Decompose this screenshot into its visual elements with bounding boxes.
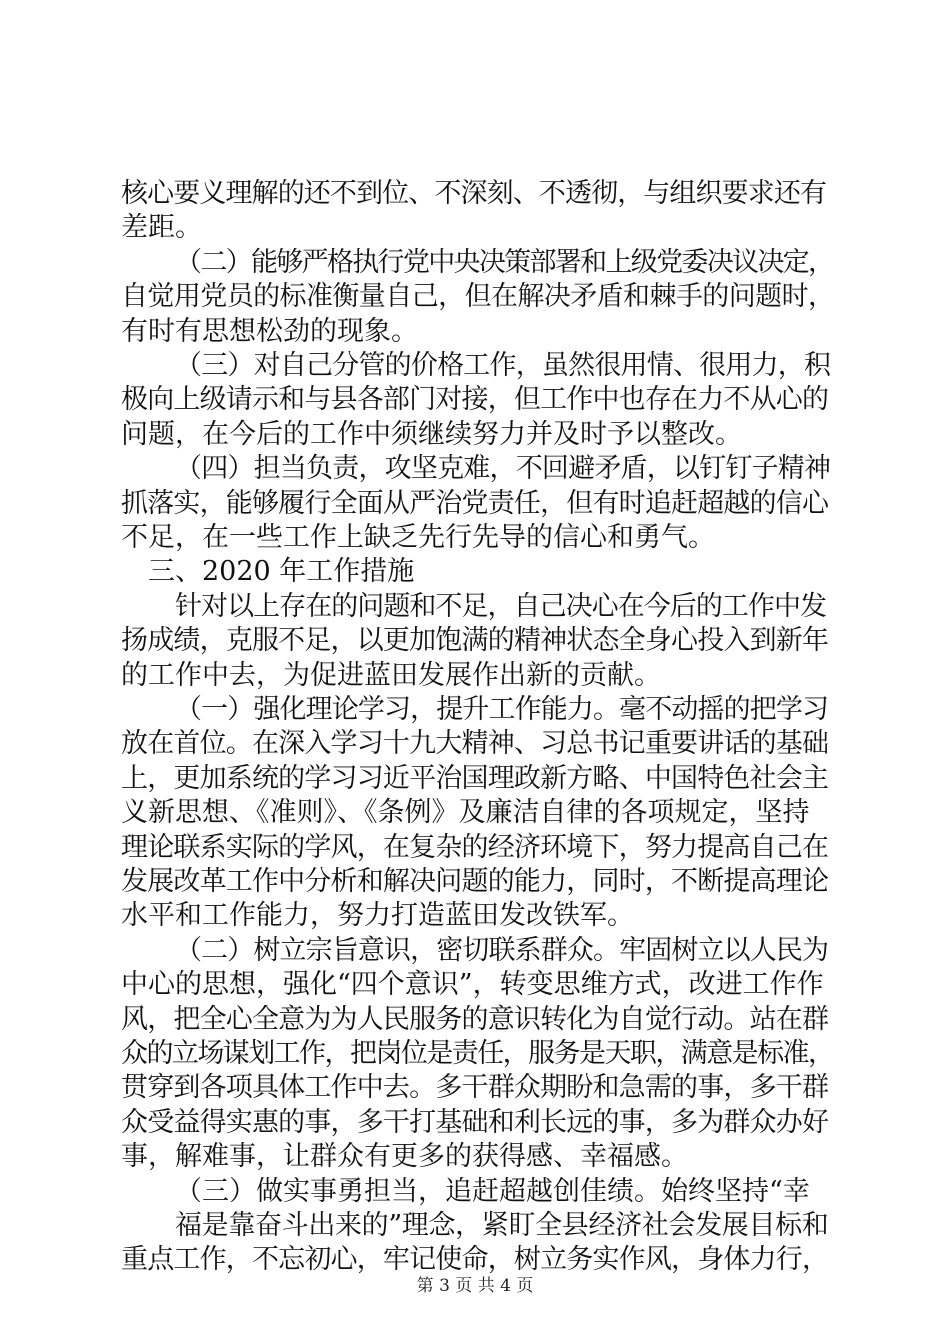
body-text-line: （二）树立宗旨意识，密切联系群众。牢固树立以人民为 <box>175 934 829 966</box>
body-text-line: 针对以上存在的问题和不足，自己决心在今后的工作中发 <box>175 590 827 622</box>
body-text-line: 事，解难事，让群众有更多的获得感、幸福感。 <box>121 1141 688 1173</box>
body-text-line: 中心的思想，强化“四个意识”，转变思维方式，改进工作作 <box>121 969 824 1001</box>
body-text-line: 风，把全心全意为为人民服务的意识转化为自觉行动。站在群 <box>121 1003 829 1035</box>
body-text-line: （三）做实事勇担当，追赶超越创佳绩。始终坚持“幸 <box>175 1175 810 1207</box>
body-text-line: 极向上级请示和与县各部门对接，但工作中也存在力不从心的 <box>121 384 829 416</box>
body-text-line: 义新思想、《准则》、《条例》及廉洁自律的各项规定，坚持 <box>121 797 810 829</box>
body-text-line: 有时有思想松劲的现象。 <box>121 315 418 347</box>
page-number-footer: 第 3 页 共 4 页 <box>416 1276 534 1296</box>
body-text-line: 众受益得实惠的事，多干打基础和利长远的事，多为群众办好 <box>121 1106 829 1138</box>
body-text-line: （四）担当负责，攻坚克难，不回避矛盾，以钉钉子精神 <box>175 453 831 485</box>
body-text-line: （二）能够严格执行党中央决策部署和上级党委决议决定， <box>175 246 834 278</box>
body-text-line: 问题，在今后的工作中须继续努力并及时予以整改。 <box>121 418 742 450</box>
body-text-line: 众的立场谋划工作，把岗位是责任，服务是天职，满意是标准， <box>121 1038 834 1069</box>
body-text-line: 放在首位。在深入学习十九大精神、习总书记重要讲话的基础 <box>121 728 829 760</box>
body-text-line: （三）对自己分管的价格工作，虽然很用情、很用力，积 <box>175 350 831 381</box>
body-text-line: 理论联系实际的学风，在复杂的经济环境下，努力提高自己在 <box>121 831 829 863</box>
body-text-line: 扬成绩，克服不足，以更加饱满的精神状态全身心投入到新年 <box>121 625 829 657</box>
body-text-line: 上，更加系统的学习习近平治国理政新方略、中国特色社会主 <box>121 762 829 794</box>
body-text-line: 发展改革工作中分析和解决问题的能力，同时，不断提高理论 <box>121 866 829 897</box>
body-text-line: 核心要义理解的还不到位、不深刻、不透彻，与组织要求还有 <box>121 178 827 209</box>
body-text-line: 贯穿到各项具体工作中去。多干群众期盼和急需的事，多干群 <box>121 1072 829 1104</box>
body-text-line: 水平和工作能力，努力打造蓝田发改铁军。 <box>121 900 634 932</box>
body-text-line: 抓落实，能够履行全面从严治党责任，但有时追赶超越的信心 <box>121 487 829 519</box>
body-text-line: 重点工作，不忘初心，牢记使命，树立务实作风，身体力行， <box>121 1244 829 1276</box>
body-text-line: 福是靠奋斗出来的”理念，紧盯全县经济社会发展目标和 <box>175 1210 829 1241</box>
body-text-line: 不足，在一些工作上缺乏先行先导的信心和勇气。 <box>121 522 715 553</box>
body-text-line: 的工作中去，为促进蓝田发展作出新的贡献。 <box>121 659 661 691</box>
body-text-line: 自觉用党员的标准衡量自己，但在解决矛盾和棘手的问题时， <box>121 281 835 313</box>
section-heading: 三、2020 年工作措施 <box>148 556 415 588</box>
body-text-line: （一）强化理论学习，提升工作能力。毫不动摇的把学习 <box>175 694 829 725</box>
body-text-line: 差距。 <box>121 212 202 244</box>
